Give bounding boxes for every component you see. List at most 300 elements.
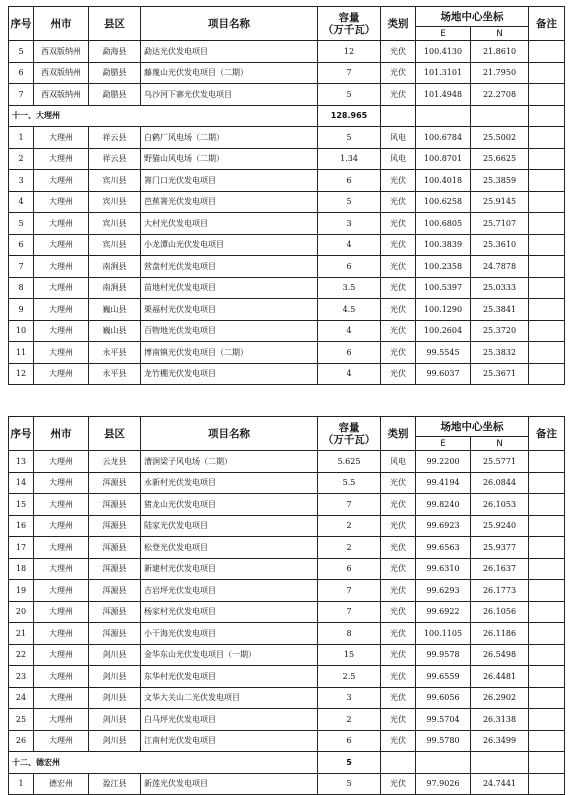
cell-type: 光伏 <box>381 666 416 688</box>
table-row <box>9 687 565 709</box>
cell-e: 100.1105 <box>416 623 471 645</box>
cell-type: 光伏 <box>381 623 416 645</box>
cell-project-name: 东华村光伏发电项目 <box>141 666 318 688</box>
cell-county: 洱源县 <box>89 580 141 602</box>
cell-seq: 11 <box>9 342 34 364</box>
cell-note <box>529 363 565 385</box>
table-row <box>9 515 565 537</box>
cell-type: 风电 <box>381 451 416 473</box>
cell-e: 100.1290 <box>416 299 471 321</box>
cell-capacity: 4.5 <box>318 299 381 321</box>
cell-seq: 3 <box>9 170 34 192</box>
cell-e: 100.8701 <box>416 148 471 170</box>
cell-seq: 9 <box>9 299 34 321</box>
cell-county: 洱源县 <box>89 601 141 623</box>
cell-city: 德宏州 <box>34 773 89 795</box>
header-capacity-label: 容量 <box>338 11 360 24</box>
cell-e: 100.2604 <box>416 320 471 342</box>
cell-capacity: 5 <box>318 773 381 795</box>
cell-type: 光伏 <box>381 644 416 666</box>
table-row <box>9 127 565 149</box>
header-capacity-unit: （万千瓦） <box>322 23 376 36</box>
cell-seq: 8 <box>9 277 34 299</box>
cell-capacity: 8 <box>318 623 381 645</box>
cell-note <box>529 623 565 645</box>
cell-type: 光伏 <box>381 256 416 278</box>
cell-type: 光伏 <box>381 709 416 731</box>
cell-capacity: 6 <box>318 558 381 580</box>
cell-e: 99.6056 <box>416 687 471 709</box>
table-row <box>9 644 565 666</box>
cell-capacity: 5.625 <box>318 451 381 473</box>
header-type: 类别 <box>381 7 416 41</box>
table-row <box>9 234 565 256</box>
cell-e: 100.6258 <box>416 191 471 213</box>
cell-e: 99.5780 <box>416 730 471 752</box>
table-row <box>9 191 565 213</box>
cell-note <box>529 277 565 299</box>
cell-type <box>381 752 416 774</box>
header-seq: 序号 <box>9 417 34 451</box>
cell-project-name: 营盘村光伏发电项目 <box>141 256 318 278</box>
cell-note <box>529 213 565 235</box>
cell-note <box>529 299 565 321</box>
cell-city: 西双版纳州 <box>34 84 89 106</box>
cell-type: 风电 <box>381 148 416 170</box>
cell-capacity: 5 <box>318 127 381 149</box>
cell-city: 大理州 <box>34 277 89 299</box>
cell-project-name: 杨家村光伏发电项目 <box>141 601 318 623</box>
table-row <box>9 773 565 795</box>
cell-note <box>529 580 565 602</box>
cell-county: 洱源县 <box>89 558 141 580</box>
cell-e: 99.6310 <box>416 558 471 580</box>
cell-city: 大理州 <box>34 256 89 278</box>
cell-note <box>529 191 565 213</box>
cell-project-name: 藤蔑山光伏发电项目（二期） <box>141 62 318 84</box>
cell-capacity: 5 <box>318 84 381 106</box>
cell-n: 24.7878 <box>471 256 529 278</box>
cell-project-name: 栗福村光伏发电项目 <box>141 299 318 321</box>
cell-e: 99.6293 <box>416 580 471 602</box>
cell-note <box>529 256 565 278</box>
cell-seq: 23 <box>9 666 34 688</box>
cell-seq: 26 <box>9 730 34 752</box>
cell-note <box>529 730 565 752</box>
project-table-1 <box>8 6 565 385</box>
header-capacity <box>318 7 381 41</box>
cell-note <box>529 666 565 688</box>
cell-capacity: 6 <box>318 170 381 192</box>
cell-type: 光伏 <box>381 299 416 321</box>
cell-seq: 7 <box>9 84 34 106</box>
cell-n: 25.9145 <box>471 191 529 213</box>
cell-note <box>529 148 565 170</box>
cell-n: 26.0844 <box>471 472 529 494</box>
cell-county: 祥云县 <box>89 148 141 170</box>
cell-seq: 6 <box>9 234 34 256</box>
cell-county: 巍山县 <box>89 320 141 342</box>
cell-note <box>529 494 565 516</box>
table-row <box>9 623 565 645</box>
section-label: 十二、德宏州 <box>9 752 318 774</box>
cell-e: 101.3101 <box>416 62 471 84</box>
header-n: N <box>471 437 529 451</box>
cell-capacity: 7 <box>318 601 381 623</box>
cell-e: 97.9026 <box>416 773 471 795</box>
cell-city: 大理州 <box>34 472 89 494</box>
table-row <box>9 558 565 580</box>
cell-city: 大理州 <box>34 601 89 623</box>
cell-seq: 21 <box>9 623 34 645</box>
cell-type: 光伏 <box>381 84 416 106</box>
table-body-2 <box>9 451 565 795</box>
cell-e: 99.6037 <box>416 363 471 385</box>
cell-project-name: 漕涧梁子风电场（二期） <box>141 451 318 473</box>
cell-project-name: 小干海光伏发电项目 <box>141 623 318 645</box>
header-note: 备注 <box>529 417 565 451</box>
table-row <box>9 451 565 473</box>
header-coord: 场地中心坐标 <box>416 7 529 27</box>
cell-county: 勐腊县 <box>89 62 141 84</box>
cell-note <box>529 644 565 666</box>
cell-capacity: 7 <box>318 580 381 602</box>
cell-county: 剑川县 <box>89 666 141 688</box>
header-project-name: 项目名称 <box>141 7 318 41</box>
cell-county: 云龙县 <box>89 451 141 473</box>
cell-city: 大理州 <box>34 709 89 731</box>
header-city: 州市 <box>34 417 89 451</box>
cell-project-name: 猪龙山光伏发电项目 <box>141 494 318 516</box>
header-seq: 序号 <box>9 7 34 41</box>
cell-e: 100.2358 <box>416 256 471 278</box>
cell-city: 大理州 <box>34 170 89 192</box>
cell-n: 26.1186 <box>471 623 529 645</box>
cell-capacity: 3 <box>318 687 381 709</box>
cell-capacity: 6 <box>318 342 381 364</box>
header-n: N <box>471 27 529 41</box>
cell-county: 剑川县 <box>89 687 141 709</box>
header-project-name: 项目名称 <box>141 417 318 451</box>
cell-city: 大理州 <box>34 363 89 385</box>
cell-project-name: 松登光伏发电项目 <box>141 537 318 559</box>
cell-city: 大理州 <box>34 320 89 342</box>
cell-note <box>529 558 565 580</box>
cell-seq: 4 <box>9 191 34 213</box>
cell-city: 大理州 <box>34 623 89 645</box>
cell-project-name: 勐达光伏发电项目 <box>141 41 318 63</box>
cell-project-name: 百物地光伏发电项目 <box>141 320 318 342</box>
cell-type: 光伏 <box>381 41 416 63</box>
table-row <box>9 41 565 63</box>
cell-project-name: 大村光伏发电项目 <box>141 213 318 235</box>
cell-n: 25.3859 <box>471 170 529 192</box>
cell-e: 99.9578 <box>416 644 471 666</box>
cell-n: 26.1773 <box>471 580 529 602</box>
table-row <box>9 494 565 516</box>
cell-county: 勐海县 <box>89 41 141 63</box>
cell-county: 宾川县 <box>89 213 141 235</box>
cell-capacity: 7 <box>318 62 381 84</box>
cell-project-name: 龙竹棚光伏发电项目 <box>141 363 318 385</box>
cell-city: 西双版纳州 <box>34 62 89 84</box>
cell-project-name: 陆家光伏发电项目 <box>141 515 318 537</box>
cell-seq: 14 <box>9 472 34 494</box>
header-coord: 场地中心坐标 <box>416 417 529 437</box>
cell-e: 100.5397 <box>416 277 471 299</box>
cell-capacity: 4 <box>318 320 381 342</box>
section-capacity: 128.965 <box>318 105 381 127</box>
cell-seq: 13 <box>9 451 34 473</box>
cell-n: 25.0333 <box>471 277 529 299</box>
cell-seq: 24 <box>9 687 34 709</box>
cell-city: 大理州 <box>34 213 89 235</box>
cell-n: 25.3720 <box>471 320 529 342</box>
cell-n <box>471 105 529 127</box>
cell-county: 洱源县 <box>89 494 141 516</box>
cell-note <box>529 127 565 149</box>
table-row <box>9 472 565 494</box>
section-label: 十一、大理州 <box>9 105 318 127</box>
cell-seq: 6 <box>9 62 34 84</box>
table-row <box>9 148 565 170</box>
cell-type: 光伏 <box>381 558 416 580</box>
cell-n: 26.3138 <box>471 709 529 731</box>
cell-capacity: 1.34 <box>318 148 381 170</box>
cell-note <box>529 105 565 127</box>
cell-seq: 5 <box>9 41 34 63</box>
cell-capacity: 7 <box>318 494 381 516</box>
cell-county: 宾川县 <box>89 170 141 192</box>
table-row <box>9 342 565 364</box>
cell-type: 光伏 <box>381 170 416 192</box>
cell-type: 光伏 <box>381 730 416 752</box>
cell-capacity: 5 <box>318 191 381 213</box>
header-county: 县区 <box>89 7 141 41</box>
cell-e: 100.4018 <box>416 170 471 192</box>
cell-seq: 1 <box>9 127 34 149</box>
cell-type: 光伏 <box>381 472 416 494</box>
cell-capacity: 2 <box>318 515 381 537</box>
cell-type: 光伏 <box>381 62 416 84</box>
cell-note <box>529 687 565 709</box>
cell-project-name: 博南镇光伏发电项目（二期） <box>141 342 318 364</box>
cell-n: 22.2708 <box>471 84 529 106</box>
cell-type: 光伏 <box>381 234 416 256</box>
cell-seq: 17 <box>9 537 34 559</box>
cell-e: 100.6784 <box>416 127 471 149</box>
cell-county: 南涧县 <box>89 256 141 278</box>
cell-type: 光伏 <box>381 494 416 516</box>
project-table-2 <box>8 416 565 795</box>
cell-city: 大理州 <box>34 451 89 473</box>
cell-note <box>529 234 565 256</box>
cell-n: 21.7950 <box>471 62 529 84</box>
cell-city: 大理州 <box>34 558 89 580</box>
cell-county: 洱源县 <box>89 472 141 494</box>
cell-n: 25.3610 <box>471 234 529 256</box>
cell-city: 大理州 <box>34 234 89 256</box>
table-row <box>9 84 565 106</box>
cell-type <box>381 105 416 127</box>
cell-seq: 20 <box>9 601 34 623</box>
cell-seq: 2 <box>9 148 34 170</box>
cell-project-name: 金华东山光伏发电项目（一期） <box>141 644 318 666</box>
cell-note <box>529 342 565 364</box>
cell-city: 大理州 <box>34 687 89 709</box>
cell-n: 25.3832 <box>471 342 529 364</box>
cell-e: 99.5704 <box>416 709 471 731</box>
cell-county: 勐腊县 <box>89 84 141 106</box>
cell-project-name: 小龙潭山光伏发电项目 <box>141 234 318 256</box>
cell-type: 光伏 <box>381 515 416 537</box>
header-county: 县区 <box>89 417 141 451</box>
cell-type: 光伏 <box>381 320 416 342</box>
cell-note <box>529 709 565 731</box>
cell-county: 剑川县 <box>89 644 141 666</box>
table-row <box>9 277 565 299</box>
header-e: E <box>416 437 471 451</box>
cell-project-name: 江南村光伏发电项目 <box>141 730 318 752</box>
cell-county: 巍山县 <box>89 299 141 321</box>
table-row <box>9 256 565 278</box>
cell-e: 99.2200 <box>416 451 471 473</box>
header-capacity <box>318 417 381 451</box>
cell-county: 盈江县 <box>89 773 141 795</box>
cell-n: 25.6625 <box>471 148 529 170</box>
cell-city: 大理州 <box>34 148 89 170</box>
section-capacity: 5 <box>318 752 381 774</box>
table-row <box>9 320 565 342</box>
table-row <box>9 299 565 321</box>
cell-n: 24.7441 <box>471 773 529 795</box>
cell-project-name: 文华大关山二光伏发电项目 <box>141 687 318 709</box>
cell-project-name: 野猫山风电场（二期） <box>141 148 318 170</box>
cell-county: 洱源县 <box>89 515 141 537</box>
cell-capacity: 3.5 <box>318 277 381 299</box>
cell-n: 26.1053 <box>471 494 529 516</box>
cell-seq: 1 <box>9 773 34 795</box>
cell-note <box>529 515 565 537</box>
cell-city: 大理州 <box>34 494 89 516</box>
cell-note <box>529 752 565 774</box>
cell-type: 光伏 <box>381 342 416 364</box>
cell-capacity: 4 <box>318 234 381 256</box>
cell-project-name: 吉岩坪光伏发电项目 <box>141 580 318 602</box>
cell-capacity: 2 <box>318 709 381 731</box>
cell-note <box>529 472 565 494</box>
cell-type: 光伏 <box>381 537 416 559</box>
cell-city: 大理州 <box>34 515 89 537</box>
cell-type: 光伏 <box>381 363 416 385</box>
cell-project-name: 永新村光伏发电项目 <box>141 472 318 494</box>
header-type: 类别 <box>381 417 416 451</box>
cell-seq: 15 <box>9 494 34 516</box>
cell-capacity: 5.5 <box>318 472 381 494</box>
cell-note <box>529 451 565 473</box>
cell-capacity: 2.5 <box>318 666 381 688</box>
cell-city: 大理州 <box>34 730 89 752</box>
cell-type: 光伏 <box>381 773 416 795</box>
cell-city: 大理州 <box>34 191 89 213</box>
cell-n: 26.3499 <box>471 730 529 752</box>
cell-e: 100.6805 <box>416 213 471 235</box>
table-row <box>9 730 565 752</box>
cell-county: 永平县 <box>89 342 141 364</box>
cell-county: 永平县 <box>89 363 141 385</box>
cell-project-name: 新莲光伏发电项目 <box>141 773 318 795</box>
cell-n: 21.8610 <box>471 41 529 63</box>
cell-e <box>416 752 471 774</box>
cell-county: 剑川县 <box>89 709 141 731</box>
cell-e: 99.6923 <box>416 515 471 537</box>
cell-seq: 25 <box>9 709 34 731</box>
cell-type: 光伏 <box>381 580 416 602</box>
cell-type: 光伏 <box>381 213 416 235</box>
cell-project-name: 芭蕉箐光伏发电项目 <box>141 191 318 213</box>
cell-n: 25.7107 <box>471 213 529 235</box>
cell-note <box>529 170 565 192</box>
cell-county: 宾川县 <box>89 191 141 213</box>
cell-county: 宾川县 <box>89 234 141 256</box>
cell-county: 洱源县 <box>89 537 141 559</box>
cell-n: 26.2902 <box>471 687 529 709</box>
cell-project-name: 白鹤厂风电场（二期） <box>141 127 318 149</box>
cell-seq: 22 <box>9 644 34 666</box>
cell-capacity: 6 <box>318 256 381 278</box>
cell-note <box>529 601 565 623</box>
cell-capacity: 15 <box>318 644 381 666</box>
cell-e: 99.8240 <box>416 494 471 516</box>
cell-seq: 16 <box>9 515 34 537</box>
cell-capacity: 6 <box>318 730 381 752</box>
cell-seq: 5 <box>9 213 34 235</box>
cell-e: 99.6563 <box>416 537 471 559</box>
cell-e: 99.4194 <box>416 472 471 494</box>
cell-n: 25.5771 <box>471 451 529 473</box>
cell-capacity: 4 <box>318 363 381 385</box>
cell-n: 26.5498 <box>471 644 529 666</box>
cell-project-name: 乌沙河下寨光伏发电项目 <box>141 84 318 106</box>
table-row <box>9 363 565 385</box>
cell-project-name: 箐门口光伏发电项目 <box>141 170 318 192</box>
table-row <box>9 601 565 623</box>
cell-n: 25.3841 <box>471 299 529 321</box>
table-row <box>9 666 565 688</box>
cell-note <box>529 320 565 342</box>
cell-type: 光伏 <box>381 191 416 213</box>
cell-e: 99.6922 <box>416 601 471 623</box>
table-body-1 <box>9 41 565 385</box>
header-e: E <box>416 27 471 41</box>
cell-county: 祥云县 <box>89 127 141 149</box>
table-row <box>9 213 565 235</box>
header-note: 备注 <box>529 7 565 41</box>
table-row <box>9 580 565 602</box>
cell-type: 光伏 <box>381 601 416 623</box>
cell-seq: 12 <box>9 363 34 385</box>
cell-seq: 18 <box>9 558 34 580</box>
cell-seq: 19 <box>9 580 34 602</box>
cell-type: 光伏 <box>381 687 416 709</box>
cell-n: 26.4481 <box>471 666 529 688</box>
cell-seq: 10 <box>9 320 34 342</box>
cell-city: 大理州 <box>34 580 89 602</box>
cell-capacity: 3 <box>318 213 381 235</box>
cell-n: 26.1056 <box>471 601 529 623</box>
cell-n: 25.9377 <box>471 537 529 559</box>
cell-project-name: 白马坪光伏发电项目 <box>141 709 318 731</box>
